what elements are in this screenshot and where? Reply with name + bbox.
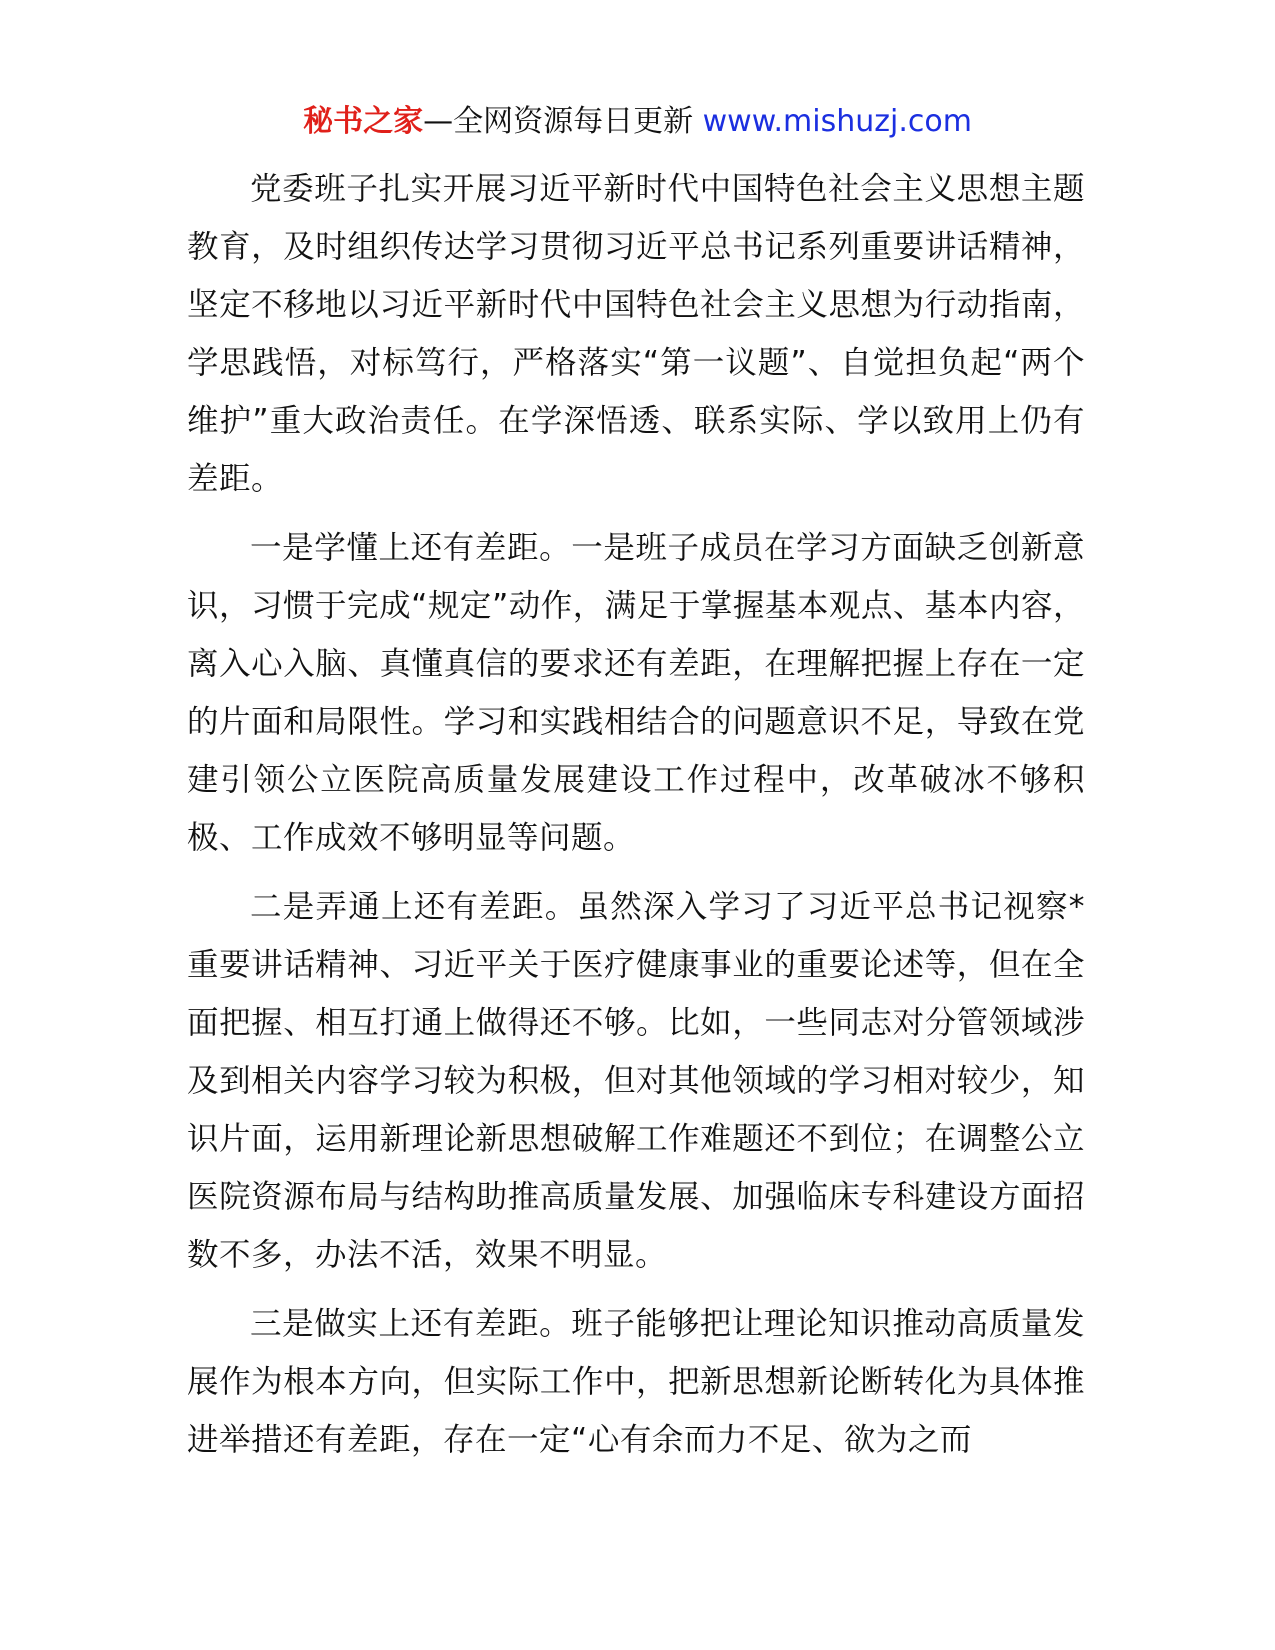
site-brand: 秘书之家 — [303, 104, 424, 139]
paragraph-point-1: 一是学懂上还有差距。一是班子成员在学习方面缺乏创新意识，习惯于完成“规定”动作，满足于掌握基本观点、基本内容，离入心入脑、真懂真信的要求还有差距，在理解把握上存在一定的片面和局限性。学习和实践相结合的问题意识不足，导致在党建引领公立医院高质量发展建设工作过程中，改革破冰不够积极、工作成效不够明显等问题。 — [187, 530, 1085, 856]
paragraph-point-2: 二是弄通上还有差距。虽然深入学习了习近平总书记视察*重要讲话精神、习近平关于医疗健康事业的重要论述等，但在全面把握、相互打通上做得还不够。比如，一些同志对分管领域涉及到相关内容学习较为积极，但对其他领域的学习相对较少，知识片面，运用新理论新思想破解工作难题还不到位；在调整公立医院资源布局与结构助推高质量发展、加强临床专科建设方面招数不多，办法不活，效果不明显。 — [187, 889, 1085, 1273]
paragraph-point-3: 三是做实上还有差距。班子能够把让理论知识推动高质量发展作为根本方向，但实际工作中，把新思想新论断转化为具体推进举措还有差距，存在一定“心有余而力不足、欲为之而 — [187, 1306, 1085, 1458]
site-url-link[interactable]: www.mishuzj.com — [702, 104, 972, 139]
site-tagline: —全网资源每日更新 — [423, 104, 694, 139]
page-header — [0, 102, 1275, 142]
paragraph-intro: 党委班子扎实开展习近平新时代中国特色社会主义思想主题教育，及时组织传达学习贯彻习近平总书记系列重要讲话精神，坚定不移地以习近平新时代中国特色社会主义思想为行动指南，学思践悟，对标笃行，严格落实“第一议题”、自觉担负起“两个维护”重大政治责任。在学深悟透、联系实际、学以致用上仍有差距。 — [187, 171, 1085, 497]
document-body — [187, 160, 1085, 1480]
